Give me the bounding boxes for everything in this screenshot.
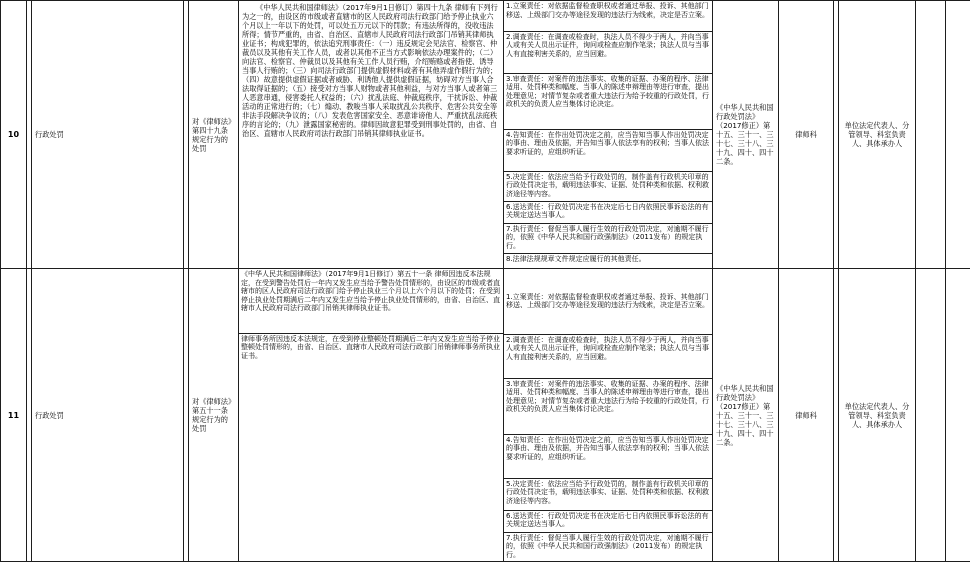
power-category: 行政处罚 <box>32 1 184 269</box>
empty-cell <box>916 269 946 562</box>
row-number: 11 <box>1 269 27 562</box>
responsibility-item: 6.送达责任：行政处罚决定书在决定后七日内依照民事诉讼法的有关规定送达当事人。 <box>504 201 712 223</box>
table-row <box>1 269 970 562</box>
responsibility-item: 4.告知责任：在作出处罚决定之前，应当告知当事人作出处罚决定的事由、理由及依据，并告知当事人依法享有的权利；当事人依法要求听证的，应组织听证。 <box>504 129 712 171</box>
power-item-name: 对《律师法》第五十一条规定行为的处罚 <box>189 269 239 562</box>
responsibility-item: 2.调查责任：在调查或检查时，执法人员不得少于两人，并向当事人或有关人员出示证件，询问或检查应制作笔录；执法人员与当事人有直接利害关系的，应当回避。 <box>504 31 712 73</box>
table-row <box>1 1 970 269</box>
empty-cell <box>946 269 970 562</box>
power-category: 行政处罚 <box>32 269 184 562</box>
row-number: 10 <box>1 1 27 269</box>
legal-basis-cell <box>239 269 504 562</box>
responsibility-item: 5.决定责任：依法应当给予行政处罚的，制作盖有行政机关印章的行政处罚决定书，载明违法事实、证据、处罚种类和依据、权利救济途径等内容。 <box>504 478 712 510</box>
responsibility-item: 3.审查责任：对案件的违法事实、收集的证据、办案的程序、法律适用、处罚种类和幅度、当事人的陈述申辩理由等进行审查，提出处理意见；对情节复杂或者重大违法行为给予较重的行政处罚，行政机关的负责人应当集体讨论决定。 <box>504 73 712 129</box>
responsibility-item: 7.执行责任：督促当事人履行生效的行政处罚决定，对逾期不履行的，依照《中华人民共和国行政强制法》（2011发布）的规定执行。 <box>504 223 712 253</box>
responsible-subject: 单位法定代表人、分管领导、科室负责人、具体承办人 <box>839 269 916 562</box>
responsibility-item: 1.立案责任：对依据监督检查职权或者通过举报、投诉、其他部门移送、上级部门交办等途径发现的违法行为线索，决定是否立案。 <box>504 269 712 334</box>
empty-cell <box>946 1 970 269</box>
responsibility-item: 4.告知责任：在作出处罚决定之前，应当告知当事人作出处罚决定的事由、理由及依据，并告知当事人依法享有的权利；当事人依法要求听证的，应组织听证。 <box>504 434 712 478</box>
legal-basis-text: 律师事务所因违反本法规定，在受到停业整顿处罚期满后二年内又发生应当给予停业整顿处罚情形的，由省、自治区、直辖市人民政府司法行政部门吊销律师事务所执业证书。 <box>239 333 503 561</box>
responsibility-cell <box>504 269 713 562</box>
legal-basis-text: 《中华人民共和国律师法》（2017年9月1日修订）第五十一条 律师因违反本法规定，在受到警告处罚后一年内又发生应当给予警告处罚情形的，由设区的市级或者直辖市的区人民政府司法行政部门给予停止执业三个月以上六个月以下的处罚；在受到停止执业处罚期满后二年内又发生应当给予停止执业处罚情形的，由省、自治区、直辖市人民政府司法行政部门吊销其律师执业证书。 <box>239 269 503 333</box>
responsibility-item: 3.审查责任：对案件的违法事实、收集的证据、办案的程序、法律适用、处罚种类和幅度、当事人的陈述申辩理由等进行审查，提出处理意见；对情节复杂或者重大违法行为给予较重的行政处罚，行政机关的负责人应当集体讨论决定。 <box>504 378 712 434</box>
legal-basis-cell <box>239 1 504 269</box>
responsibility-cell <box>504 1 713 269</box>
responsibility-item: 7.执行责任：督促当事人履行生效的行政处罚决定，对逾期不履行的，依照《中华人民共和国行政强制法》（2011发布）的规定执行。 <box>504 532 712 561</box>
responsible-dept: 律师科 <box>779 269 834 562</box>
responsible-subject: 单位法定代表人、分管领导、科室负责人、具体承办人 <box>839 1 916 269</box>
power-item-name: 对《律师法》第四十九条规定行为的处罚 <box>189 1 239 269</box>
responsible-dept: 律师科 <box>779 1 834 269</box>
responsibility-item: 5.决定责任：依法应当给予行政处罚的，制作盖有行政机关印章的行政处罚决定书，载明违法事实、证据、处罚种类和依据、权利救济途径等内容。 <box>504 171 712 201</box>
empty-cell <box>916 1 946 269</box>
law-basis-cell: 《中华人民共和国行政处罚法》（2017修正）第十五、三十一、三十七、三十八、三十九、四十、四十二条。 <box>713 1 779 269</box>
law-basis-cell: 《中华人民共和国行政处罚法》（2017修正）第十五、三十一、三十七、三十八、三十九、四十、四十二条。 <box>713 269 779 562</box>
responsibility-item: 1.立案责任：对依据监督检查职权或者通过举报、投诉、其他部门移送、上级部门交办等途径发现的违法行为线索，决定是否立案。 <box>504 1 712 31</box>
responsibility-item: 8.法律法规规章文件规定应履行的其他责任。 <box>504 253 712 267</box>
legal-basis-text: 《中华人民共和国律师法》（2017年9月1日修订）第四十九条 律师有下列行为之一的，由设区的市级或者直辖市的区人民政府司法行政部门给予停止执业六个月以上一年以下的处罚，可以处五万元以下的罚款；有违法所得的，没收违法所得；情节严重的，由省、自治区、直辖市人民政府司法行政部门吊销其律师执业证书；构成犯罪的，依法追究刑事责任：（一）违反规定会见法官、检察官、仲裁员以及其他有关工作人员，或者以其他不正当方式影响依法办理案件的；（二）向法官、检察官、仲裁员以及其他有关工作人员行贿，介绍贿赂或者指使、诱导当事人行贿的；（三）向司法行政部门提供虚假材料或者有其他弄虚作假行为的；（四）故意提供虚假证据或者威胁、利诱他人提供虚假证据，妨碍对方当事人合法取得证据的；（五）接受对方当事人财物或者其他利益，与对方当事人或者第三人恶意串通，侵害委托人权益的；（六）扰乱法庭、仲裁庭秩序，干扰诉讼、仲裁活动的正常进行的；（七）煽动、教唆当事人采取扰乱公共秩序、危害公共安全等非法手段解决争议的；（八）发表危害国家安全、恶意诽谤他人、严重扰乱法庭秩序的言论的；（九）泄露国家秘密的。律师因故意犯罪受到刑事处罚的，由省、自治区、直辖市人民政府司法行政部门吊销其律师执业证书。 <box>242 3 500 138</box>
responsibility-item: 2.调查责任：在调查或检查时，执法人员不得少于两人，并向当事人或有关人员出示证件，询问或检查应制作笔录；执法人员与当事人有直接利害关系的，应当回避。 <box>504 334 712 378</box>
responsibility-item: 6.送达责任：行政处罚决定书在决定后七日内依照民事诉讼法的有关规定送达当事人。 <box>504 510 712 532</box>
